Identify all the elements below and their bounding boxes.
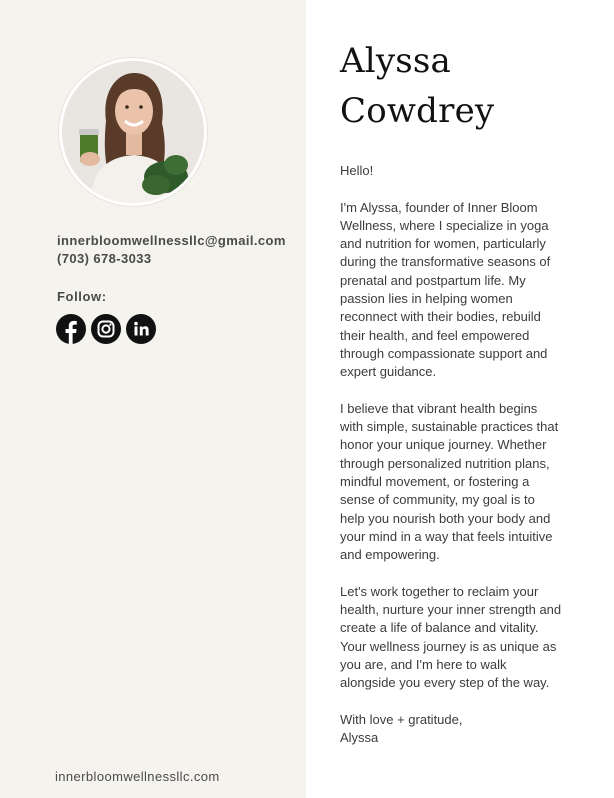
contact-info	[57, 232, 286, 268]
avatar	[59, 58, 207, 206]
follow-label: Follow:	[57, 289, 107, 304]
social-links	[56, 314, 156, 344]
main-content	[306, 0, 614, 798]
website-link[interactable]: innerbloomwellnessllc.com	[55, 769, 220, 784]
paragraph-belief: I believe that vibrant health begins with simple, sustainable practices that honor your unique journey. Whether through personalized nutrition plans, mindful movement, or fostering a sense of community, my goal is to help you nourish both your body and your mind in a way that feels intuitive and empowering.	[340, 400, 559, 563]
portrait-image	[62, 61, 204, 203]
sidebar	[0, 0, 306, 798]
linkedin-icon[interactable]	[126, 314, 156, 344]
phone-number[interactable]: (703) 678-3033	[57, 251, 152, 266]
instagram-icon[interactable]	[91, 314, 121, 344]
name-first: Alyssa	[340, 41, 452, 81]
name-last: Cowdrey	[340, 91, 495, 131]
letter-body	[340, 162, 562, 748]
email-link[interactable]: innerbloomwellnessllc@gmail.com	[57, 233, 286, 248]
facebook-icon[interactable]	[56, 314, 86, 344]
greeting: Hello!	[340, 163, 374, 178]
signature: Alyssa	[340, 730, 379, 746]
signoff: With love + gratitude,	[340, 711, 463, 727]
paragraph-intro: I'm Alyssa, founder of Inner Bloom Wellness, where I specialize in yoga and nutrition for women, particularly during the transformative seasons of prenatal and postpartum life. My passion lies in helping women reconnect with their bodies, rebuild their health, and feel empowered through compassionate support and expert guidance.	[340, 199, 551, 380]
name-heading	[340, 36, 494, 136]
paragraph-invitation: Let's work together to reclaim your health, nurture your inner strength and create a life of balance and vitality. Your wellness journey is as unique as you are, and I'm here to walk alongside you every step of the way.	[340, 583, 562, 691]
